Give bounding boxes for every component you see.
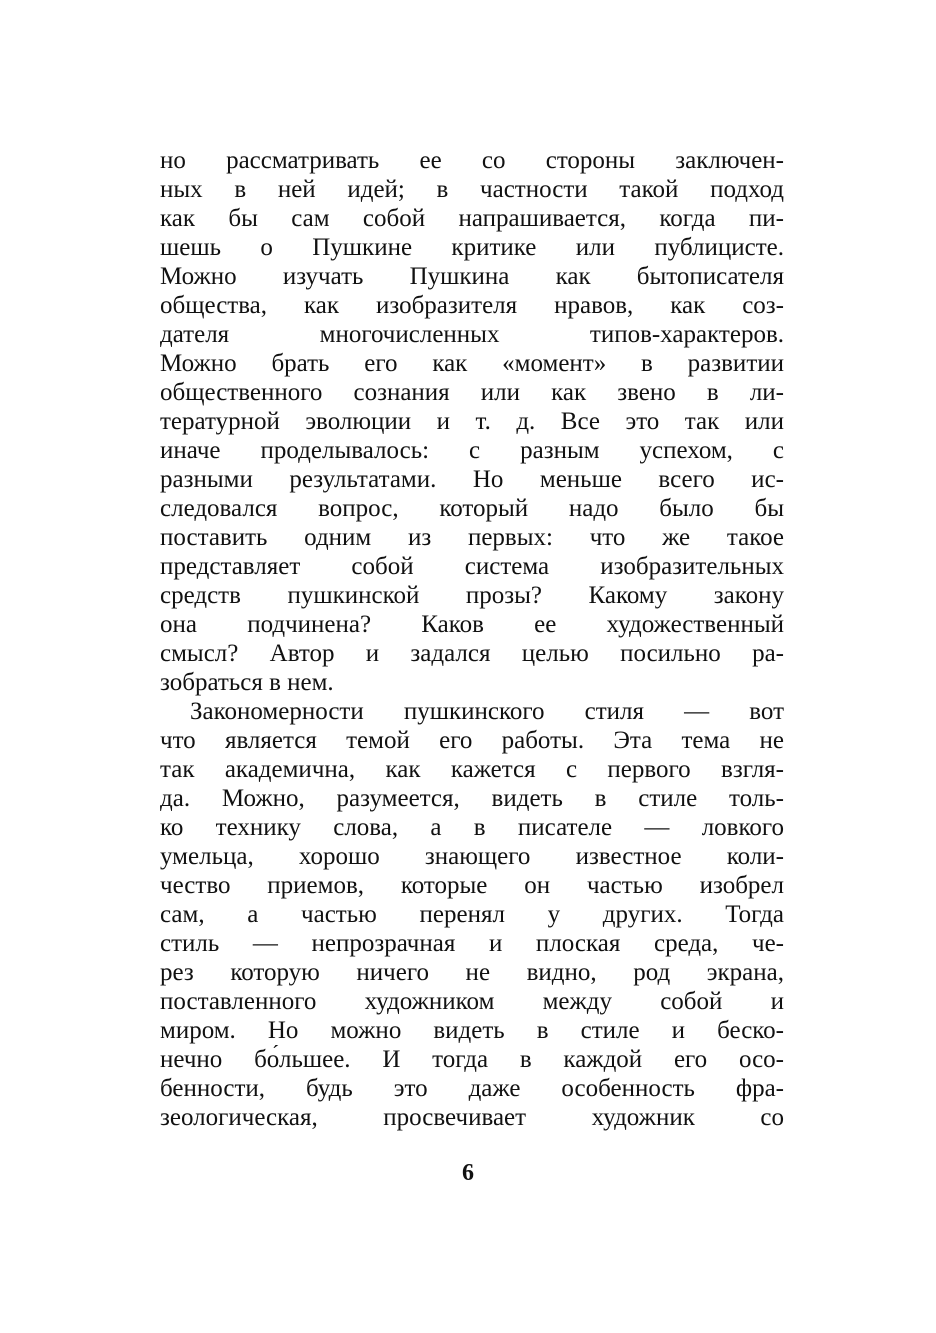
text-line: ных в ней идей; в частности такой подход: [160, 176, 784, 203]
text-line: но рассматривать ее со стороны заключен-: [160, 147, 784, 174]
text-line: миром. Но можно видеть в стиле и беско-: [160, 1017, 784, 1044]
text-line: Закономерности пушкинского стиля — вот: [190, 698, 784, 725]
text-line: общественного сознания или как звено в ли-: [160, 379, 784, 406]
text-line: общества, как изобразителя нравов, как соз-: [160, 292, 784, 319]
text-line: поставленного художником между собой и: [160, 988, 784, 1015]
text-line: смысл? Автор и задался целью посильно ра-: [160, 640, 784, 667]
text-line: тературной эволюции и т. д. Все это так или: [160, 408, 784, 435]
text-line: зобраться в нем.: [160, 669, 334, 696]
text-line: разными результатами. Но меньше всего ис-: [160, 466, 784, 493]
text-line: так академична, как кажется с первого взгля-: [160, 756, 784, 783]
text-line: дателя многочисленных типов-характеров.: [160, 321, 784, 348]
text-line: стиль — непрозрачная и плоская среда, че-: [160, 930, 784, 957]
body-text: [160, 146, 784, 1132]
page-number: 6: [462, 1160, 474, 1186]
text-line: бенности, будь это даже особенность фра-: [160, 1075, 784, 1102]
text-line: следовался вопрос, который надо было бы: [160, 495, 784, 522]
text-line: рез которую ничего не видно, род экрана,: [160, 959, 784, 986]
text-line: как бы сам собой напрашивается, когда пи-: [160, 205, 784, 232]
text-line: Можно брать его как «момент» в развитии: [160, 350, 784, 377]
text-line: да. Можно, разумеется, видеть в стиле толь-: [160, 785, 784, 812]
text-line: она подчинена? Каков ее художественный: [160, 611, 784, 638]
text-line: Можно изучать Пушкина как бытописателя: [160, 263, 784, 290]
text-line: иначе проделывалось: с разным успехом, с: [160, 437, 784, 464]
paragraph-2: [160, 697, 784, 1132]
text-line: что является темой его работы. Эта тема не: [160, 727, 784, 754]
text-line-underlined: средств пушкинской прозы? Какому закону: [160, 582, 784, 609]
text-line-underlined: представляет собой система изобразительных: [160, 553, 784, 580]
paragraph-1: [160, 146, 784, 697]
text-line: ко технику слова, а в писателе — ловкого: [160, 814, 784, 841]
text-line: чество приемов, которые он частью изобрел: [160, 872, 784, 899]
text-line: поставить одним из первых: что же такое: [160, 524, 784, 551]
text-line: сам, а частью перенял у других. Тогда: [160, 901, 784, 928]
text-line: зеологическая, просвечивает художник со: [160, 1104, 784, 1131]
text-line: шешь о Пушкине критике или публицисте.: [160, 234, 784, 261]
text-line: умельца, хорошо знающего известное коли-: [160, 843, 784, 870]
text-line: нечно бо́льшее. И тогда в каждой его осо-: [160, 1046, 784, 1073]
